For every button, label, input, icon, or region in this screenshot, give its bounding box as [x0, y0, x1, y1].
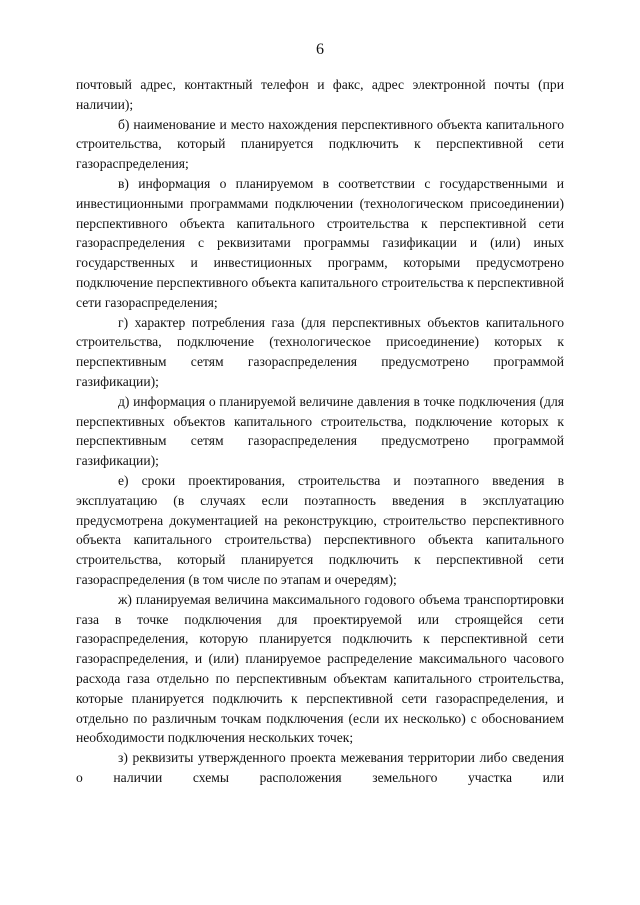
paragraph-item-d: д) информация о планируемой величине давления в точке подключения (для перспективных объектов капитального строительства, подключение которых к перспективным сетям газораспределения предусмотрено программой газификации); — [76, 393, 564, 469]
paragraph-item-v: в) информация о планируемом в соответствии с государственными и инвестиционными программами подключении (технологическом присоединении) перспективного объекта капитального строительства к перспективной сети газораспределения с реквизитами программы газификации и (или) иных государственных и инвестиционных программ, которыми предусмотрено подключение перспективного объекта капитального строительства к перспективной сети газораспределения; — [76, 175, 564, 310]
paragraph-item-g: г) характер потребления газа (для перспективных объектов капитального строительства, подключение (технологическое присоединение) которых к перспективным сетям газораспределения предусмотрено программой газификации); — [76, 314, 564, 389]
paragraph-contact-continuation: почтовый адрес, контактный телефон и факс, адрес электронной почты (при наличии); — [76, 77, 564, 112]
page-number: 6 — [316, 41, 324, 58]
paragraph-item-z: з) реквизиты утвержденного проекта межевания территории либо сведения о наличии схемы расположения земельного участка или — [76, 750, 564, 785]
paragraph-item-zh: ж) планируемая величина максимального годового объема транспортировки газа в точке подключения для проектируемой или строящейся сети газораспределения, которую планируется подключить к перспективной сети газораспределения, и (или) планируемое распределение максимального часового расхода газа отдельно по перспективным объектам капитального строительства, которые планируется подключить к перспективной сети газораспределения, и отдельно по различным точкам подключения (если их несколько) с обоснованием необходимости подключения нескольких точек; — [76, 591, 564, 746]
document-body — [76, 75, 564, 788]
paragraph-item-b: б) наименование и место нахождения перспективного объекта капитального строительства, который планируется подключить к перспективной сети газораспределения; — [76, 116, 564, 172]
paragraph-item-e: е) сроки проектирования, строительства и поэтапного введения в эксплуатацию (в случаях если поэтапность введения в эксплуатацию предусмотрена документацией на реконструкцию, строительство перспективного объекта капитального строительства) перспективного объекта капитального строительства, который планируется подключить к перспективной сети газораспределения (в том числе по этапам и очередям); — [76, 472, 564, 587]
